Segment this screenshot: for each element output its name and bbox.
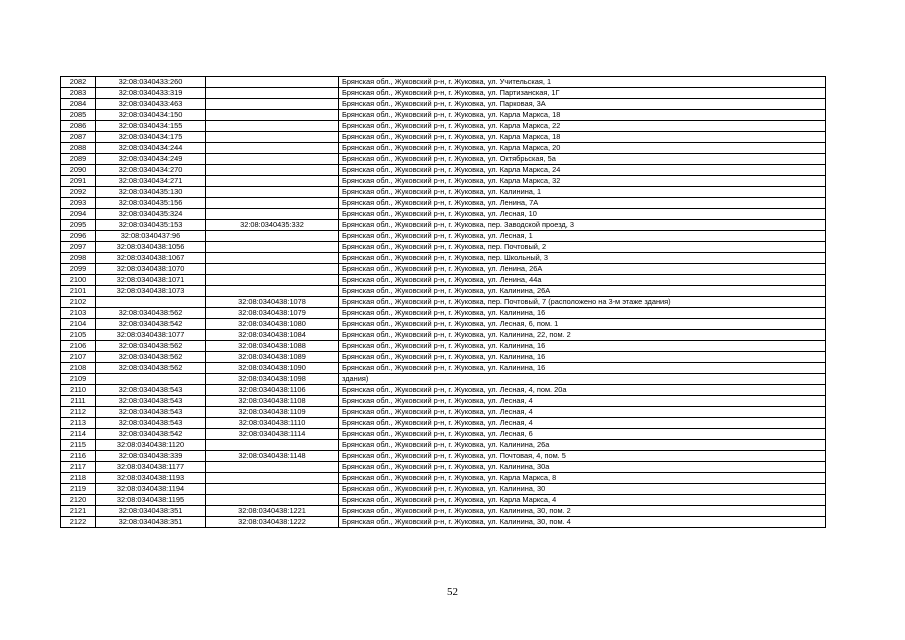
building-cadastral-number-cell: 32:08:0340438:1098 bbox=[206, 374, 339, 385]
table-row bbox=[61, 121, 826, 132]
row-number-cell: 2100 bbox=[61, 275, 96, 286]
row-number-cell: 2104 bbox=[61, 319, 96, 330]
table-row bbox=[61, 187, 826, 198]
building-cadastral-number-cell bbox=[206, 165, 339, 176]
table-row bbox=[61, 363, 826, 374]
table-row bbox=[61, 264, 826, 275]
building-cadastral-number-cell bbox=[206, 440, 339, 451]
property-table bbox=[60, 76, 826, 528]
cadastral-number-cell: 32:08:0340438:543 bbox=[96, 396, 206, 407]
address-cell: Брянская обл., Жуковский р-н, г. Жуковка, пер. Школьный, 3 bbox=[339, 253, 826, 264]
row-number-cell: 2106 bbox=[61, 341, 96, 352]
address-cell: Брянская обл., Жуковский р-н, г. Жуковка, ул. Калинина, 16 bbox=[339, 352, 826, 363]
address-cell: Брянская обл., Жуковский р-н, г. Жуковка, ул. Калинина, 30, пом. 2 bbox=[339, 506, 826, 517]
address-cell: Брянская обл., Жуковский р-н, г. Жуковка, ул. Ленина, 7А bbox=[339, 198, 826, 209]
row-number-cell: 2095 bbox=[61, 220, 96, 231]
row-number-cell: 2105 bbox=[61, 330, 96, 341]
address-cell: Брянская обл., Жуковский р-н, г. Жуковка, ул. Калинина, 26А bbox=[339, 286, 826, 297]
building-cadastral-number-cell: 32:08:0340435:332 bbox=[206, 220, 339, 231]
cadastral-number-cell: 32:08:0340434:271 bbox=[96, 176, 206, 187]
address-cell: Брянская обл., Жуковский р-н, г. Жуковка, ул. Калинина, 1 bbox=[339, 187, 826, 198]
row-number-cell: 2084 bbox=[61, 99, 96, 110]
address-cell: Брянская обл., Жуковский р-н, г. Жуковка, ул. Ленина, 26А bbox=[339, 264, 826, 275]
address-cell: Брянская обл., Жуковский р-н, г. Жуковка, ул. Лесная, 4 bbox=[339, 407, 826, 418]
address-cell: Брянская обл., Жуковский р-н, г. Жуковка, ул. Калинина, 16 bbox=[339, 341, 826, 352]
building-cadastral-number-cell bbox=[206, 99, 339, 110]
table-row bbox=[61, 330, 826, 341]
cadastral-number-cell: 32:08:0340438:1067 bbox=[96, 253, 206, 264]
row-number-cell: 2099 bbox=[61, 264, 96, 275]
cadastral-number-cell: 32:08:0340433:319 bbox=[96, 88, 206, 99]
row-number-cell: 2102 bbox=[61, 297, 96, 308]
row-number-cell: 2111 bbox=[61, 396, 96, 407]
row-number-cell: 2122 bbox=[61, 517, 96, 528]
address-cell: Брянская обл., Жуковский р-н, г. Жуковка, ул. Карла Маркса, 20 bbox=[339, 143, 826, 154]
table-row bbox=[61, 77, 826, 88]
row-number-cell: 2103 bbox=[61, 308, 96, 319]
row-number-cell: 2087 bbox=[61, 132, 96, 143]
building-cadastral-number-cell bbox=[206, 187, 339, 198]
building-cadastral-number-cell bbox=[206, 484, 339, 495]
address-cell: Брянская обл., Жуковский р-н, г. Жуковка, ул. Карла Маркса, 24 bbox=[339, 165, 826, 176]
building-cadastral-number-cell bbox=[206, 198, 339, 209]
address-cell: Брянская обл., Жуковский р-н, г. Жуковка, ул. Почтовая, 4, пом. 5 bbox=[339, 451, 826, 462]
table-row bbox=[61, 253, 826, 264]
cadastral-number-cell: 32:08:0340438:1071 bbox=[96, 275, 206, 286]
building-cadastral-number-cell: 32:08:0340438:1109 bbox=[206, 407, 339, 418]
building-cadastral-number-cell bbox=[206, 110, 339, 121]
table-row bbox=[61, 506, 826, 517]
address-cell: Брянская обл., Жуковский р-н, г. Жуковка, пер. Почтовый, 2 bbox=[339, 242, 826, 253]
cadastral-number-cell: 32:08:0340438:1073 bbox=[96, 286, 206, 297]
table-row bbox=[61, 462, 826, 473]
page-number: 52 bbox=[447, 586, 458, 598]
cadastral-number-cell: 32:08:0340438:562 bbox=[96, 363, 206, 374]
row-number-cell: 2097 bbox=[61, 242, 96, 253]
cadastral-number-cell: 32:08:0340435:153 bbox=[96, 220, 206, 231]
building-cadastral-number-cell: 32:08:0340438:1078 bbox=[206, 297, 339, 308]
table-row bbox=[61, 440, 826, 451]
table-row bbox=[61, 495, 826, 506]
building-cadastral-number-cell: 32:08:0340438:1080 bbox=[206, 319, 339, 330]
building-cadastral-number-cell bbox=[206, 286, 339, 297]
cadastral-number-cell: 32:08:0340434:244 bbox=[96, 143, 206, 154]
cadastral-number-cell: 32:08:0340438:1177 bbox=[96, 462, 206, 473]
address-cell: Брянская обл., Жуковский р-н, г. Жуковка, пер. Заводской проезд, 3 bbox=[339, 220, 826, 231]
address-cell: Брянская обл., Жуковский р-н, г. Жуковка, ул. Карла Маркса, 4 bbox=[339, 495, 826, 506]
table-row bbox=[61, 154, 826, 165]
cadastral-number-cell: 32:08:0340434:150 bbox=[96, 110, 206, 121]
table-row bbox=[61, 451, 826, 462]
table-row bbox=[61, 220, 826, 231]
building-cadastral-number-cell bbox=[206, 209, 339, 220]
building-cadastral-number-cell bbox=[206, 275, 339, 286]
cadastral-number-cell: 32:08:0340438:339 bbox=[96, 451, 206, 462]
table-row bbox=[61, 352, 826, 363]
building-cadastral-number-cell: 32:08:0340438:1106 bbox=[206, 385, 339, 396]
address-cell: Брянская обл., Жуковский р-н, г. Жуковка, ул. Лесная, 6, пом. 1 bbox=[339, 319, 826, 330]
building-cadastral-number-cell bbox=[206, 154, 339, 165]
building-cadastral-number-cell bbox=[206, 132, 339, 143]
cadastral-number-cell: 32:08:0340438:1056 bbox=[96, 242, 206, 253]
cadastral-number-cell: 32:08:0340438:1120 bbox=[96, 440, 206, 451]
address-cell: Брянская обл., Жуковский р-н, г. Жуковка, ул. Октябрьская, 5а bbox=[339, 154, 826, 165]
address-cell: Брянская обл., Жуковский р-н, г. Жуковка, ул. Карла Маркса, 18 bbox=[339, 110, 826, 121]
table-row bbox=[61, 484, 826, 495]
cadastral-number-cell: 32:08:0340438:562 bbox=[96, 308, 206, 319]
address-cell: Брянская обл., Жуковский р-н, г. Жуковка, ул. Лесная, 10 bbox=[339, 209, 826, 220]
address-cell: Брянская обл., Жуковский р-н, г. Жуковка, ул. Лесная, 6 bbox=[339, 429, 826, 440]
table-row bbox=[61, 319, 826, 330]
building-cadastral-number-cell bbox=[206, 242, 339, 253]
row-number-cell: 2086 bbox=[61, 121, 96, 132]
table-row bbox=[61, 396, 826, 407]
address-cell: Брянская обл., Жуковский р-н, г. Жуковка, ул. Калинина, 22, пом. 2 bbox=[339, 330, 826, 341]
building-cadastral-number-cell bbox=[206, 88, 339, 99]
row-number-cell: 2112 bbox=[61, 407, 96, 418]
building-cadastral-number-cell: 32:08:0340438:1090 bbox=[206, 363, 339, 374]
address-cell: Брянская обл., Жуковский р-н, г. Жуковка, ул. Калинина, 30 bbox=[339, 484, 826, 495]
building-cadastral-number-cell: 32:08:0340438:1148 bbox=[206, 451, 339, 462]
building-cadastral-number-cell: 32:08:0340438:1110 bbox=[206, 418, 339, 429]
cadastral-number-cell bbox=[96, 374, 206, 385]
cadastral-number-cell: 32:08:0340438:1193 bbox=[96, 473, 206, 484]
cadastral-number-cell: 32:08:0340435:156 bbox=[96, 198, 206, 209]
cadastral-number-cell: 32:08:0340438:351 bbox=[96, 517, 206, 528]
cadastral-number-cell: 32:08:0340434:175 bbox=[96, 132, 206, 143]
building-cadastral-number-cell bbox=[206, 143, 339, 154]
table-body bbox=[61, 77, 826, 528]
address-cell: Брянская обл., Жуковский р-н, г. Жуковка, ул. Карла Маркса, 32 bbox=[339, 176, 826, 187]
cadastral-number-cell: 32:08:0340438:1077 bbox=[96, 330, 206, 341]
table-row bbox=[61, 418, 826, 429]
row-number-cell: 2083 bbox=[61, 88, 96, 99]
row-number-cell: 2115 bbox=[61, 440, 96, 451]
row-number-cell: 2107 bbox=[61, 352, 96, 363]
cadastral-number-cell: 32:08:0340438:542 bbox=[96, 319, 206, 330]
row-number-cell: 2101 bbox=[61, 286, 96, 297]
address-cell: Брянская обл., Жуковский р-н, г. Жуковка, ул. Калинина, 30, пом. 4 bbox=[339, 517, 826, 528]
row-number-cell: 2091 bbox=[61, 176, 96, 187]
building-cadastral-number-cell: 32:08:0340438:1222 bbox=[206, 517, 339, 528]
cadastral-number-cell: 32:08:0340433:463 bbox=[96, 99, 206, 110]
cadastral-number-cell bbox=[96, 297, 206, 308]
address-cell: Брянская обл., Жуковский р-н, г. Жуковка, ул. Партизанская, 1Г bbox=[339, 88, 826, 99]
row-number-cell: 2119 bbox=[61, 484, 96, 495]
address-cell: Брянская обл., Жуковский р-н, г. Жуковка, ул. Лесная, 4, пом. 20а bbox=[339, 385, 826, 396]
cadastral-number-cell: 32:08:0340438:1070 bbox=[96, 264, 206, 275]
row-number-cell: 2121 bbox=[61, 506, 96, 517]
building-cadastral-number-cell bbox=[206, 462, 339, 473]
cadastral-number-cell: 32:08:0340438:562 bbox=[96, 352, 206, 363]
address-cell: Брянская обл., Жуковский р-н, г. Жуковка, ул. Калинина, 26а bbox=[339, 440, 826, 451]
row-number-cell: 2094 bbox=[61, 209, 96, 220]
address-cell: Брянская обл., Жуковский р-н, г. Жуковка, ул. Парковая, 3А bbox=[339, 99, 826, 110]
address-cell: Брянская обл., Жуковский р-н, г. Жуковка, ул. Калинина, 30а bbox=[339, 462, 826, 473]
row-number-cell: 2082 bbox=[61, 77, 96, 88]
cadastral-number-cell: 32:08:0340438:562 bbox=[96, 341, 206, 352]
building-cadastral-number-cell bbox=[206, 121, 339, 132]
cadastral-number-cell: 32:08:0340438:543 bbox=[96, 407, 206, 418]
building-cadastral-number-cell: 32:08:0340438:1084 bbox=[206, 330, 339, 341]
table-row bbox=[61, 242, 826, 253]
table-row bbox=[61, 473, 826, 484]
cadastral-number-cell: 32:08:0340438:543 bbox=[96, 385, 206, 396]
building-cadastral-number-cell bbox=[206, 231, 339, 242]
row-number-cell: 2114 bbox=[61, 429, 96, 440]
address-cell: Брянская обл., Жуковский р-н, г. Жуковка, ул. Калинина, 16 bbox=[339, 363, 826, 374]
table-row bbox=[61, 297, 826, 308]
address-cell: Брянская обл., Жуковский р-н, г. Жуковка, ул. Учительская, 1 bbox=[339, 77, 826, 88]
row-number-cell: 2117 bbox=[61, 462, 96, 473]
table-row bbox=[61, 198, 826, 209]
address-cell: Брянская обл., Жуковский р-н, г. Жуковка, ул. Лесная, 1 bbox=[339, 231, 826, 242]
building-cadastral-number-cell bbox=[206, 264, 339, 275]
row-number-cell: 2092 bbox=[61, 187, 96, 198]
row-number-cell: 2108 bbox=[61, 363, 96, 374]
building-cadastral-number-cell bbox=[206, 253, 339, 264]
cadastral-number-cell: 32:08:0340434:270 bbox=[96, 165, 206, 176]
address-cell: Брянская обл., Жуковский р-н, г. Жуковка, ул. Карла Маркса, 22 bbox=[339, 121, 826, 132]
table-row bbox=[61, 132, 826, 143]
row-number-cell: 2109 bbox=[61, 374, 96, 385]
row-number-cell: 2113 bbox=[61, 418, 96, 429]
building-cadastral-number-cell: 32:08:0340438:1088 bbox=[206, 341, 339, 352]
table-row bbox=[61, 143, 826, 154]
cadastral-number-cell: 32:08:0340433:260 bbox=[96, 77, 206, 88]
cadastral-number-cell: 32:08:0340434:249 bbox=[96, 154, 206, 165]
cadastral-number-cell: 32:08:0340438:542 bbox=[96, 429, 206, 440]
table-row bbox=[61, 407, 826, 418]
address-cell: Брянская обл., Жуковский р-н, г. Жуковка, ул. Лесная, 4 bbox=[339, 418, 826, 429]
cadastral-number-cell: 32:08:0340437:96 bbox=[96, 231, 206, 242]
building-cadastral-number-cell: 32:08:0340438:1221 bbox=[206, 506, 339, 517]
cadastral-number-cell: 32:08:0340438:351 bbox=[96, 506, 206, 517]
building-cadastral-number-cell: 32:08:0340438:1089 bbox=[206, 352, 339, 363]
table-row bbox=[61, 209, 826, 220]
address-cell: Брянская обл., Жуковский р-н, г. Жуковка, ул. Ленина, 44а bbox=[339, 275, 826, 286]
row-number-cell: 2085 bbox=[61, 110, 96, 121]
table-row bbox=[61, 286, 826, 297]
row-number-cell: 2120 bbox=[61, 495, 96, 506]
row-number-cell: 2093 bbox=[61, 198, 96, 209]
building-cadastral-number-cell: 32:08:0340438:1108 bbox=[206, 396, 339, 407]
table-row bbox=[61, 341, 826, 352]
table-row bbox=[61, 99, 826, 110]
cadastral-number-cell: 32:08:0340435:324 bbox=[96, 209, 206, 220]
address-cell: Брянская обл., Жуковский р-н, г. Жуковка, ул. Карла Маркса, 8 bbox=[339, 473, 826, 484]
row-number-cell: 2090 bbox=[61, 165, 96, 176]
table-row bbox=[61, 176, 826, 187]
table-row bbox=[61, 231, 826, 242]
row-number-cell: 2116 bbox=[61, 451, 96, 462]
table-row bbox=[61, 88, 826, 99]
building-cadastral-number-cell: 32:08:0340438:1114 bbox=[206, 429, 339, 440]
address-cell: Брянская обл., Жуковский р-н, г. Жуковка, ул. Калинина, 16 bbox=[339, 308, 826, 319]
building-cadastral-number-cell: 32:08:0340438:1079 bbox=[206, 308, 339, 319]
address-cell: Брянская обл., Жуковский р-н, г. Жуковка, ул. Карла Маркса, 18 bbox=[339, 132, 826, 143]
cadastral-number-cell: 32:08:0340438:1195 bbox=[96, 495, 206, 506]
row-number-cell: 2110 bbox=[61, 385, 96, 396]
address-cell: здания) bbox=[339, 374, 826, 385]
table-row bbox=[61, 385, 826, 396]
building-cadastral-number-cell bbox=[206, 495, 339, 506]
table-row bbox=[61, 517, 826, 528]
table-row bbox=[61, 374, 826, 385]
table-row bbox=[61, 308, 826, 319]
row-number-cell: 2118 bbox=[61, 473, 96, 484]
cadastral-number-cell: 32:08:0340438:1194 bbox=[96, 484, 206, 495]
row-number-cell: 2098 bbox=[61, 253, 96, 264]
cadastral-number-cell: 32:08:0340438:543 bbox=[96, 418, 206, 429]
row-number-cell: 2089 bbox=[61, 154, 96, 165]
table-row bbox=[61, 429, 826, 440]
building-cadastral-number-cell bbox=[206, 77, 339, 88]
table-row bbox=[61, 110, 826, 121]
building-cadastral-number-cell bbox=[206, 473, 339, 484]
row-number-cell: 2088 bbox=[61, 143, 96, 154]
building-cadastral-number-cell bbox=[206, 176, 339, 187]
table-row bbox=[61, 165, 826, 176]
address-cell: Брянская обл., Жуковский р-н, г. Жуковка, ул. Лесная, 4 bbox=[339, 396, 826, 407]
table-row bbox=[61, 275, 826, 286]
cadastral-number-cell: 32:08:0340434:155 bbox=[96, 121, 206, 132]
row-number-cell: 2096 bbox=[61, 231, 96, 242]
cadastral-number-cell: 32:08:0340435:130 bbox=[96, 187, 206, 198]
address-cell: Брянская обл., Жуковский р-н, г. Жуковка, пер. Почтовый, 7 (расположено на 3-м этаже здания) bbox=[339, 297, 826, 308]
